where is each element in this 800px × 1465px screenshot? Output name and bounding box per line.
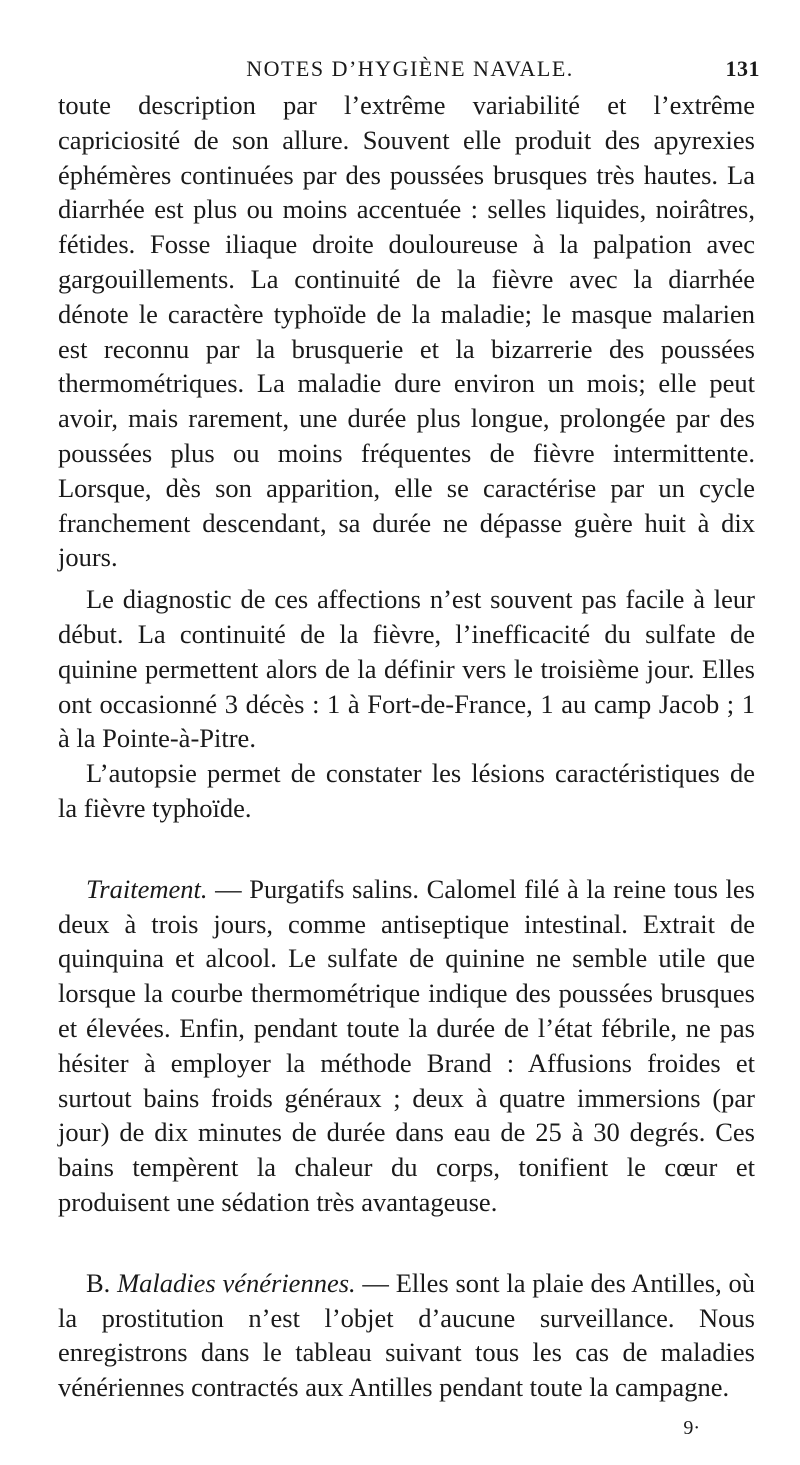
body-text [58,88,755,1405]
venereal-text: — Elles sont la plaie des Antilles, où la prostitution n’est l’objet d’aucune surveillance. Nous enregistrons dans le tableau suivant tous les cas de maladies vénériennes contractés aux Antilles pendant toute la campagne. [58,1267,755,1403]
paragraph-continued: toute description par l’extrême variabilité et l’extrême capriciosité de son allure. Souvent elle produit des apyrexies éphémères continuées par des poussées brusques très hautes. La diarrhée est plus ou moins accentuée : selles liquides, noirâtres, fétides. Fosse iliaque droite douloureuse à la palpation avec gargouillements. La continuité de la fièvre avec la diarrhée dénote le caractère typhoïde de la maladie; le masque malarien est reconnu par la brusquerie et la bizarrerie des poussées thermométriques. La maladie dure environ un mois; elle peut avoir, mais rarement, une durée plus longue, prolongée par des poussées plus ou moins fréquentes de fièvre intermittente. Lorsque, dès son apparition, elle se caractérise par un cycle franchement descendant, sa durée ne dépasse guère huit à dix jours. [58,90,755,573]
page-number: 131 [725,56,760,81]
paragraph-autopsy: L’autopsie permet de constater les lésions caractéristiques de la fièvre typhoïde. [58,758,755,823]
paragraph-diagnostic: Le diagnostic de ces affections n’est souvent pas facile à leur début. La continuité de la fièvre, l’inefficacité du sulfate de quinine permettent alors de la définir vers le troisième jour. Elles ont occasionné 3 décès : 1 à Fort-de-France, 1 au camp Jacob ; 1 à la Pointe-à-Pitre. [58,584,755,754]
venereal-heading: Maladies vénériennes. [117,1267,356,1298]
treatment-text: — Purgatifs salins. Calomel filé à la reine tous les deux à trois jours, comme antiseptique intestinal. Extrait de quinquina et alcool. Le sulfate de quinine ne semble utile que lorsque la courbe thermométrique indique des poussées brusques et élevées. Enfin, pendant toute la durée de l’état fébrile, ne pas hésiter à employer la méthode Brand : Affusions froides et surtout bains froids généraux ; deux à quatre immersions (par jour) de dix minutes de durée dans eau de 25 à 30 degrés. Ces bains tempèrent la chaleur du corps, tonifient le cœur et produisent une sédation très avantageuse. [58,873,755,1217]
paragraph-treatment [58,872,755,1220]
running-title: NOTES D’HYGIÈNE NAVALE. [246,56,574,81]
treatment-heading: Traitement. [86,873,208,904]
running-header [60,56,760,86]
paragraph-venereal [58,1266,755,1405]
section-label: B. [86,1267,118,1298]
signature-mark: 9· [683,1417,700,1439]
